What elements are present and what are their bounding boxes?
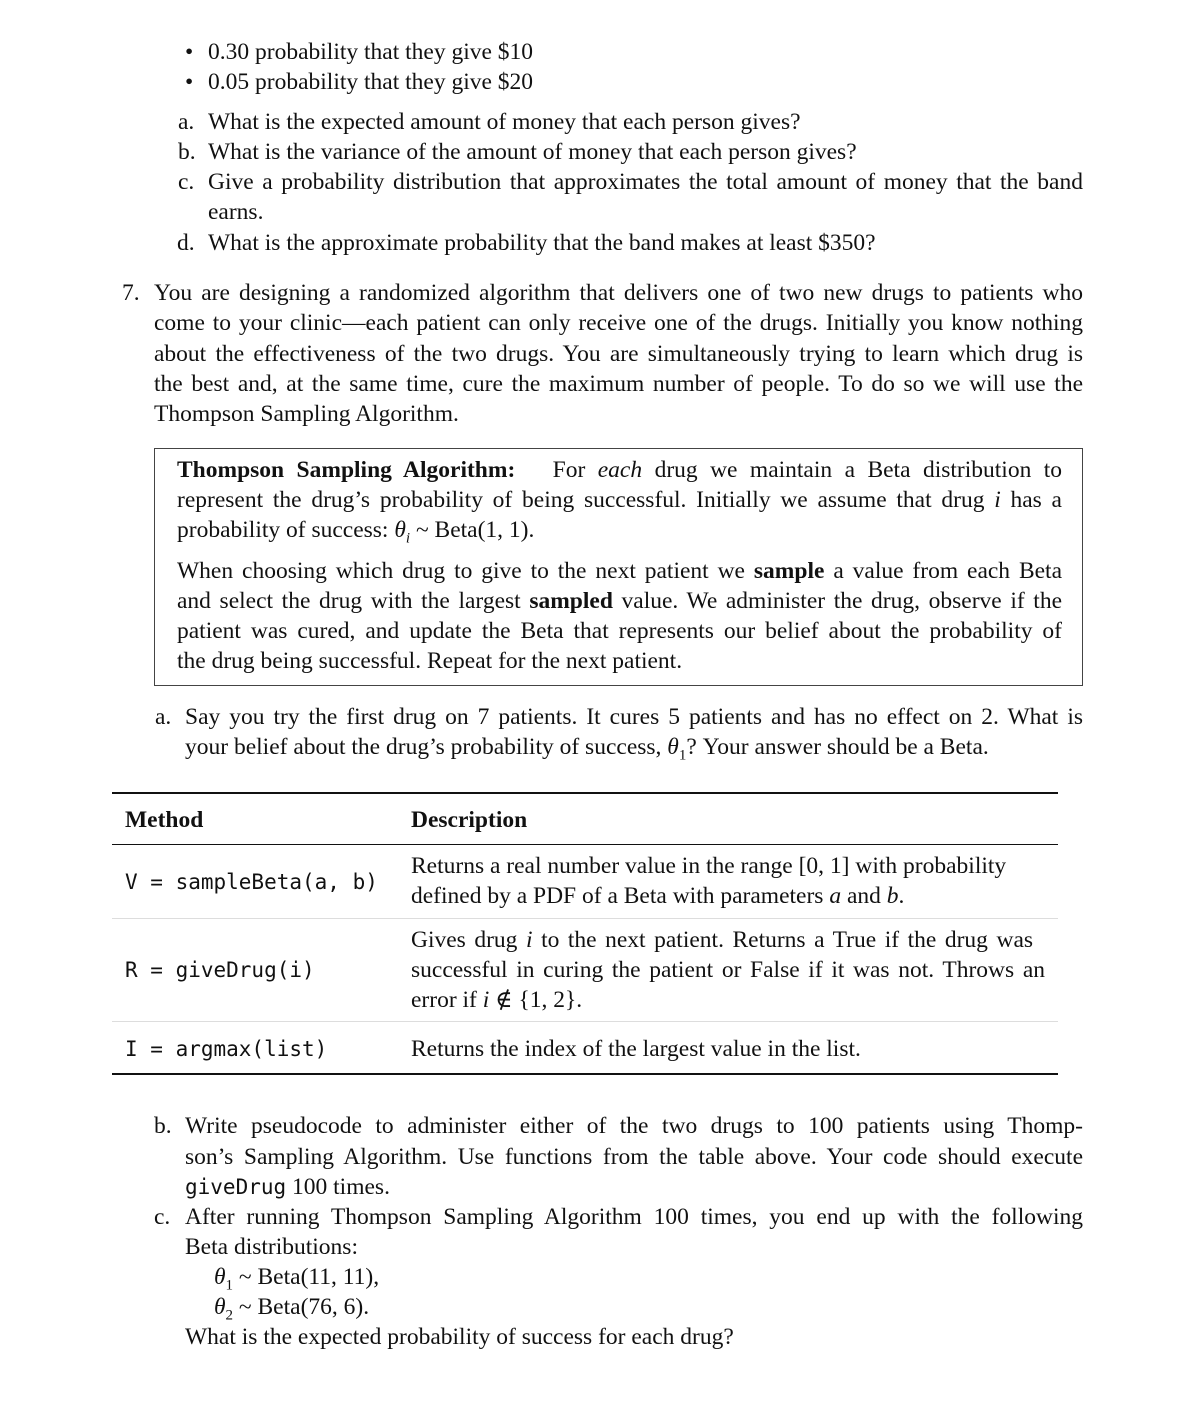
part-c-equation-2: $\theta_2$ ~ Beta(76, 6). xyxy=(214,1294,370,1324)
code-giveDrug: giveDrug xyxy=(185,1175,287,1199)
part-c-line2: Beta distributions: xyxy=(185,1234,358,1260)
table-row-description: successful in curing the patient or False if it was not. Throws an xyxy=(411,957,1045,983)
table-row-description: Returns a real number value in the range [0, 1] with probability xyxy=(411,853,1007,879)
question-label-a: a. xyxy=(178,109,195,135)
problem-text-line: Thompson Sampling Algorithm. xyxy=(154,401,459,427)
part-c-label: c. xyxy=(154,1204,171,1230)
problem-text-line: the best and, at the same time, cure the maximum number of people. To do so we will use the xyxy=(154,371,1083,397)
table-row-method: R = giveDrug(i) xyxy=(125,958,315,982)
table-top-rule xyxy=(112,792,1058,794)
question-d: What is the approximate probability that the band makes at least $350? xyxy=(208,230,876,256)
table-row-description: Gives drug i to the next patient. Returns a True if the drug was xyxy=(411,927,1034,953)
algorithm-box-line: probability of success: $\theta_i$ ~ Beta(1, 1). xyxy=(177,517,535,547)
bullet-icon: • xyxy=(185,69,194,95)
table-bottom-rule xyxy=(112,1073,1058,1075)
bullet-icon: • xyxy=(185,39,194,65)
part-b-line3: giveDrug 100 times. xyxy=(185,1174,390,1200)
part-c-equation-1: $\theta_1$ ~ Beta(11, 11), xyxy=(214,1264,380,1294)
table-row-description: error if i ∉ {1, 2}. xyxy=(411,987,583,1013)
algorithm-box-line: Thompson Sampling Algorithm: For each drug we maintain a Beta distribution to xyxy=(177,457,1063,483)
algorithm-box-line: When choosing which drug to give to the next patient we sample a value from each Beta xyxy=(177,558,1063,584)
table-row-description: Returns the index of the largest value in the list. xyxy=(411,1036,861,1062)
part-a-line2: your belief about the drug’s probability of success, $\theta_1$? Your answer should be a Beta. xyxy=(185,734,989,764)
bullet-item: 0.30 probability that they give $10 xyxy=(208,39,534,65)
table-row-description: defined by a PDF of a Beta with parameters a and b. xyxy=(411,883,905,909)
table-header-rule xyxy=(112,844,1058,845)
part-c-question: What is the expected probability of success for each drug? xyxy=(185,1324,734,1350)
table-row-method: I = argmax(list) xyxy=(125,1037,328,1061)
question-b: What is the variance of the amount of money that each person gives? xyxy=(208,139,857,165)
problem-number: 7. xyxy=(122,280,140,306)
problem-text-line: You are designing a randomized algorithm that delivers one of two new drugs to patients who xyxy=(154,280,1083,306)
table-row-divider xyxy=(112,1021,1058,1022)
part-b-line2: son’s Sampling Algorithm. Use functions from the table above. Your code should execute xyxy=(185,1144,1083,1170)
table-row-method: V = sampleBeta(a, b) xyxy=(125,870,378,894)
table-header-description: Description xyxy=(411,807,528,833)
part-c-line1: After running Thompson Sampling Algorithm 100 times, you end up with the following xyxy=(185,1204,1083,1230)
question-label-b: b. xyxy=(178,139,196,165)
problem-text-line: about the effectiveness of the two drugs. You are simultaneously trying to learn which drug is xyxy=(154,341,1083,367)
algorithm-box-line: patient was cured, and update the Beta that represents our belief about the probability of xyxy=(177,618,1062,644)
table-header-method: Method xyxy=(125,807,204,833)
algorithm-box-line: represent the drug’s probability of being successful. Initially we assume that drug i has a xyxy=(177,487,1062,513)
bullet-item: 0.05 probability that they give $20 xyxy=(208,69,534,95)
algorithm-title: Thompson Sampling Algorithm: xyxy=(177,457,516,483)
question-c-line2: earns. xyxy=(208,199,264,225)
part-b-line1: Write pseudocode to administer either of the two drugs to 100 patients using Thomp- xyxy=(185,1113,1083,1139)
problem-text-line: come to your clinic—each patient can only receive one of the drugs. Initially you know nothing xyxy=(154,310,1083,336)
part-b-label: b. xyxy=(154,1113,172,1139)
question-c-line1: Give a probability distribution that approximates the total amount of money that the band xyxy=(208,169,1083,195)
table-row-divider xyxy=(112,918,1058,919)
part-a-label: a. xyxy=(155,704,172,730)
question-label-d: d. xyxy=(177,230,195,256)
question-label-c: c. xyxy=(178,169,195,195)
part-a-line1: Say you try the first drug on 7 patients. It cures 5 patients and has no effect on 2. What is xyxy=(185,704,1083,730)
algorithm-box-line: and select the drug with the largest sampled value. We administer the drug, observe if the xyxy=(177,588,1063,614)
question-a: What is the expected amount of money that each person gives? xyxy=(208,109,801,135)
algorithm-box-line: the drug being successful. Repeat for the next patient. xyxy=(177,648,683,674)
